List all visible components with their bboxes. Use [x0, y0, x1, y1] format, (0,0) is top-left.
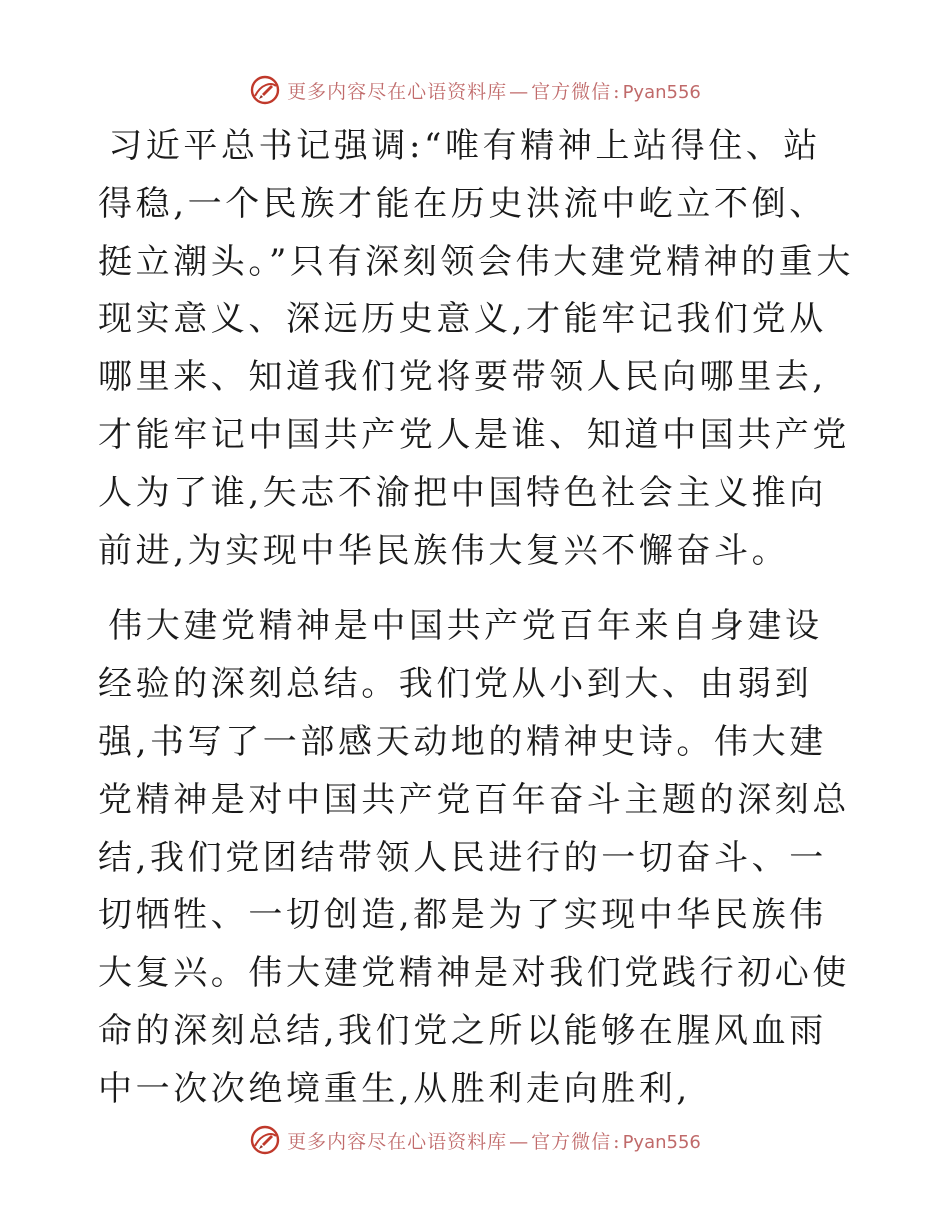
watermark-wechat-id: Pyan556 [622, 1131, 701, 1153]
document-body [98, 118, 858, 1137]
watermark-wechat-label: 官方微信 [531, 1130, 612, 1153]
watermark-separator: : [613, 1130, 621, 1153]
watermark-wechat-label: 官方微信 [531, 80, 612, 103]
body-paragraph-2: 伟大建党精神是中国共产党百年来自身建设经验的深刻总结。我们党从小到大、由弱到强,书写了一部感天动地的精神史诗。伟大建党精神是对中国共产党百年奋斗主题的深刻总结,我们党团结带领人民进行的一切奋斗、一切牺牲、一切创造,都是为了实现中华民族伟大复兴。伟大建党精神是对我们党践行初心使命的深刻总结,我们党之所以能够在腥风血雨中一次次绝境重生,从胜利走向胜利, [98, 606, 850, 1109]
watermark-text [287, 1127, 701, 1154]
watermark-separator: : [613, 80, 621, 103]
body-paragraph-1: 习近平总书记强调:“唯有精神上站得住、站得稳,一个民族才能在历史洪流中屹立不倒、挺立潮头。”只有深刻领会伟大建党精神的重大现实意义、深远历史意义,才能牢记我们党从哪里来、知道我们党将要带领人民向哪里去,才能牢记中国共产党人是谁、知道中国共产党人为了谁,矢志不渝把中国特色社会主义推向前进,为实现中华民族伟大复兴不懈奋斗。 [98, 126, 854, 571]
pen-nib-swirl-icon [249, 74, 281, 106]
watermark-dash: — [509, 80, 530, 103]
watermark-wechat-id: Pyan556 [622, 81, 701, 103]
watermark-brand: 更多内容尽在心语资料库 [287, 1130, 508, 1153]
watermark-brand: 更多内容尽在心语资料库 [287, 80, 508, 103]
header-watermark [0, 70, 950, 110]
watermark-text [287, 77, 701, 104]
footer-watermark [0, 1120, 950, 1160]
watermark-dash: — [509, 1130, 530, 1153]
pen-nib-swirl-icon [249, 1124, 281, 1156]
